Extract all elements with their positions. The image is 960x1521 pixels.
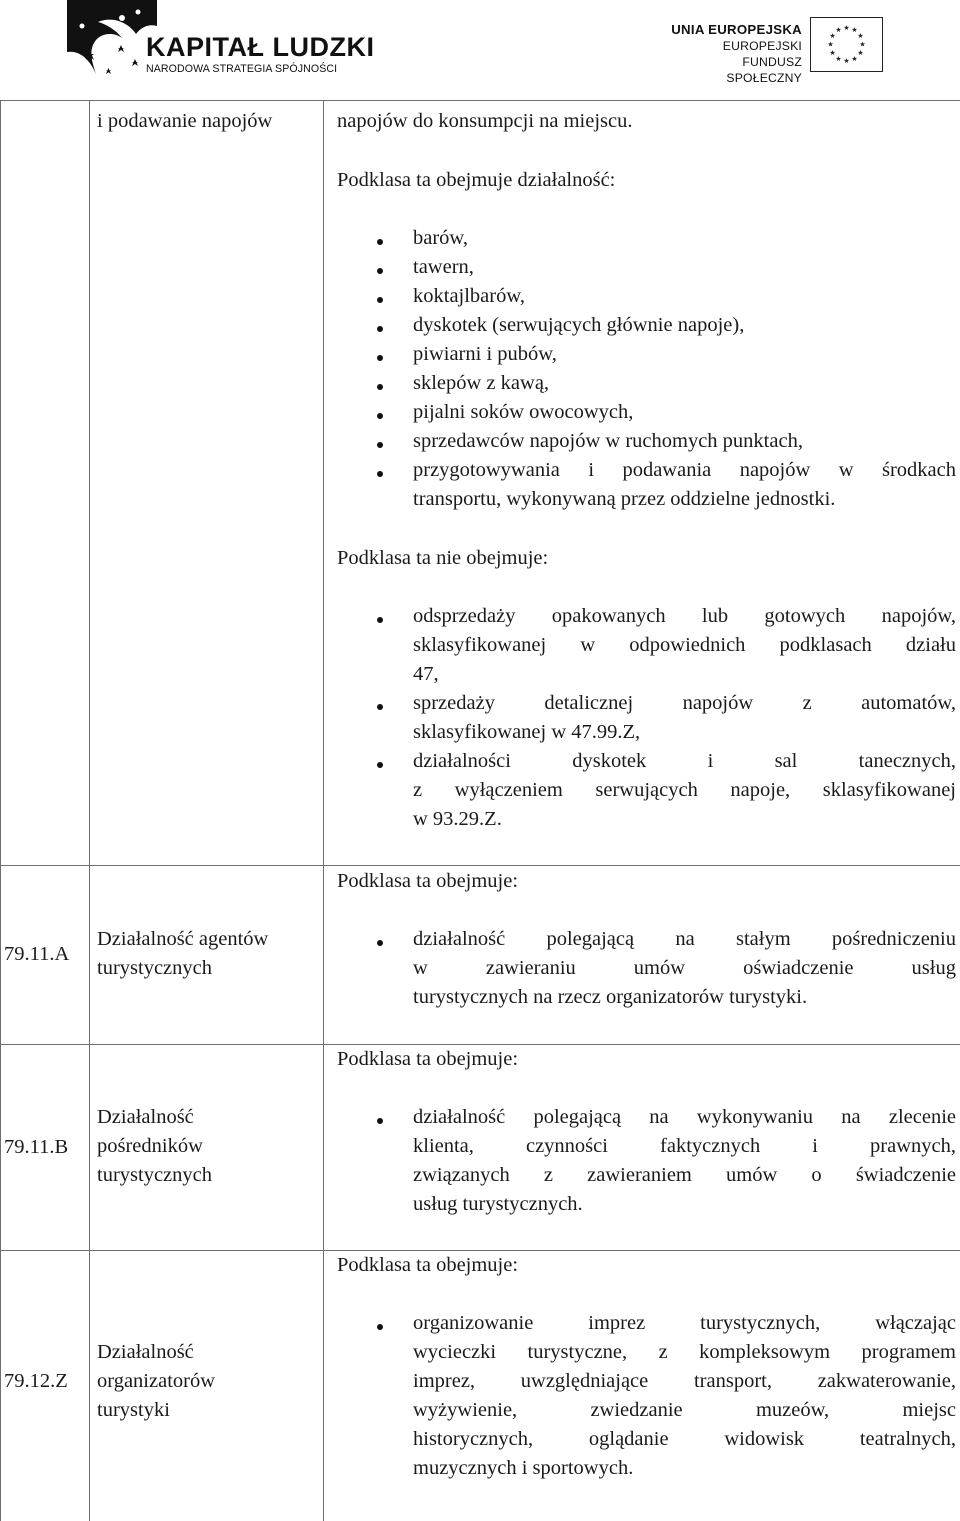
classification-table [0,100,960,1521]
col-border-code [89,100,90,1521]
text-line: w 93.29.Z. [413,808,502,830]
include-item: sklepów z kawą, [413,372,550,394]
row-2-heading: Podklasa ta obejmuje: [337,1048,519,1070]
bullet-icon [377,326,383,332]
include-item: pijalni soków owocowych, [413,401,634,423]
include-item: tawern, [413,256,474,278]
row-3-name-line: Działalność [97,1341,194,1363]
row-1-item [413,925,956,1012]
bullet-icon [377,413,383,419]
include-item: koktajlbarów, [413,285,525,307]
text-line: wycieczki turystyczne, z kompleksowym programem [413,1341,956,1363]
row-divider-1 [0,865,960,866]
svg-text:★: ★ [851,26,858,34]
text-line: działalności dyskotek i sal tanecznych, [413,750,956,772]
exclude-item [413,689,956,747]
col-border-left [0,100,1,1521]
svg-text:★: ★ [843,57,850,65]
text-line: turystycznych na rzecz organizatorów turystyki. [413,986,808,1008]
text-line: sprzedaży detalicznej napojów z automatów, [413,692,956,714]
row-1-code: 79.11.A [4,943,70,965]
svg-text:★: ★ [829,32,836,40]
row-2-name-line: Działalność [97,1106,194,1128]
bullet-icon [377,1324,383,1330]
row-1-name-line: Działalność agentów [97,928,269,950]
include-item: barów, [413,227,469,249]
bullet-icon [377,268,383,274]
text-line: wyżywienie, zwiedzanie muzeów, miejsc [413,1399,956,1421]
logo-title: KAPITAŁ LUDZKI [146,32,375,62]
exclude-item [413,602,956,689]
page-header [0,0,960,100]
text-line: transportu, wykonywaną przez oddzielne jednostki. [413,488,836,510]
kapital-ludzki-wordmark [146,33,374,76]
exclude-item [413,747,956,834]
row-0-excludes-heading: Podklasa ta nie obejmuje: [337,547,549,569]
row-1-name-line: turystycznych [97,957,212,979]
svg-text:★: ★ [851,55,858,63]
text-line: odsprzedaży opakowanych lub gotowych napojów, [413,605,956,627]
svg-text:★: ★ [857,32,864,40]
eu-line-1: UNIA EUROPEJSKA [671,22,802,37]
col-border-name [323,100,324,1521]
text-line: sklasyfikowanej w 47.99.Z, [413,721,641,743]
row-2-item [413,1103,956,1219]
text-line: działalność polegającą na wykonywaniu na zlecenie [413,1106,956,1128]
row-2-name-line: turystycznych [97,1164,212,1186]
svg-text:★: ★ [835,26,842,34]
bullet-icon [377,384,383,390]
include-item: piwiarni i pubów, [413,343,557,365]
include-item-last [413,456,956,514]
row-0-includes-heading: Podklasa ta obejmuje działalność: [337,169,616,191]
bullet-icon [377,940,383,946]
row-3-item [413,1309,956,1483]
bullet-icon [377,1118,383,1124]
bullet-icon [377,355,383,361]
text-line: przygotowywania i podawania napojów w środkach [413,459,956,481]
eu-wordmark [668,22,802,86]
include-item: dyskotek (serwujących głównie napoje), [413,314,745,336]
text-line: działalność polegającą na stałym pośredniczeniu [413,928,956,950]
row-0-first-line: napojów do konsumpcji na miejscu. [337,110,633,132]
eu-flag-icon [810,17,883,72]
text-line: imprez, uwzględniające transport, zakwaterowanie, [413,1370,956,1392]
svg-text:★: ★ [829,49,836,57]
table-top-border [0,100,960,101]
text-line: historycznych, oglądanie widowisk teatralnych, [413,1428,956,1450]
row-3-code: 79.12.Z [4,1370,68,1392]
row-2-name-line: pośredników [97,1135,203,1157]
row-1-heading: Podklasa ta obejmuje: [337,870,519,892]
bullet-icon [377,471,383,477]
svg-text:★: ★ [835,55,842,63]
text-line: muzycznych i sportowych. [413,1457,634,1479]
bullet-icon [377,239,383,245]
row-3-name-line: turystyki [97,1399,170,1421]
text-line: związanych z zawieraniem umów o świadczenie [413,1164,956,1186]
row-3-name-line: organizatorów [97,1370,216,1392]
eu-line-2: EUROPEJSKI [722,39,802,53]
row-3-heading: Podklasa ta obejmuje: [337,1254,519,1276]
row-2-code: 79.11.B [4,1136,69,1158]
eu-line-3: FUNDUSZ SPOŁECZNY [726,55,802,85]
bullet-icon [377,762,383,768]
logo-subtitle: NARODOWA STRATEGIA SPÓJNOŚCI [146,63,338,75]
include-item: sprzedawców napojów w ruchomych punktach, [413,430,803,452]
text-line: w zawieraniu umów oświadczenie usług [413,957,956,979]
text-line: klienta, czynności faktycznych i prawnych, [413,1135,956,1157]
bullet-icon [377,297,383,303]
text-line: 47, [413,663,439,685]
text-line: sklasyfikowanej w odpowiednich podklasach działu [413,634,956,656]
text-line: z wyłączeniem serwujących napoje, sklasyfikowanej [413,779,956,801]
svg-text:★: ★ [827,40,834,49]
svg-text:★: ★ [857,49,864,57]
text-line: usług turystycznych. [413,1193,583,1215]
bullet-icon [377,617,383,623]
row-0-name: i podawanie napojów [97,110,273,132]
bullet-icon [377,704,383,710]
text-line: organizowanie imprez turystycznych, włączając [413,1312,956,1334]
svg-text:★: ★ [843,24,850,32]
bullet-icon [377,442,383,448]
svg-text:★: ★ [859,40,866,49]
